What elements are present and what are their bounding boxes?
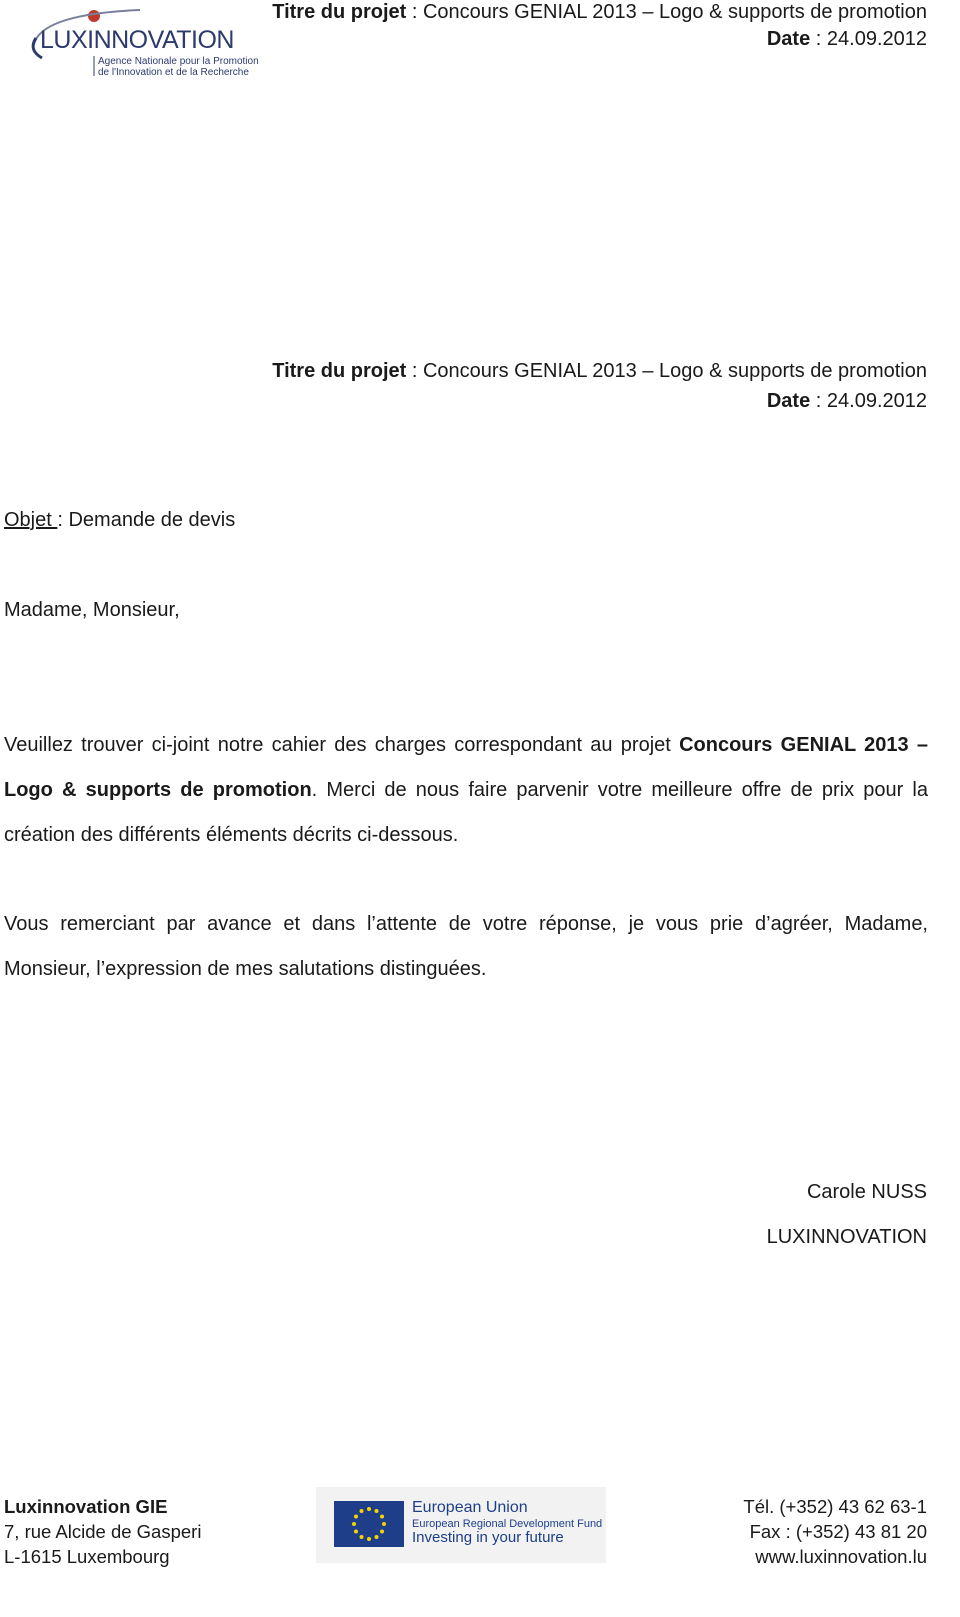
signature-name: Carole NUSS — [806, 1181, 927, 1203]
eu-title: European Union — [412, 1499, 528, 1516]
footer-address — [4, 1494, 201, 1569]
letter-date-label: Date — [766, 390, 811, 412]
p1-project-name: Concours GENIAL 2013 – Logo & supports de promotion — [4, 734, 928, 801]
header-title-value: : Concours GENIAL 2013 – Logo & supports de promotion — [406, 1, 927, 23]
subject-label: Objet — [4, 509, 58, 531]
letter-title-label: Titre du projet — [272, 360, 407, 382]
logo-subtitle-line1: Agence Nationale pour la Promotion — [98, 56, 259, 67]
footer-contact — [743, 1494, 927, 1569]
footer-city: L-1615 Luxembourg — [4, 1546, 170, 1567]
logo-wordmark: LUXINNOVATION — [40, 26, 234, 54]
header-title-label: Titre du projet — [272, 1, 407, 23]
subject-value: : Demande de devis — [57, 509, 236, 531]
header-date-line — [767, 28, 927, 51]
eu-fund: European Regional Development Fund — [412, 1518, 603, 1530]
letter-date-line — [767, 390, 927, 413]
header-title-line — [272, 1, 927, 24]
letter-subject — [4, 498, 928, 543]
p1-text-start: Veuillez trouver ci-joint notre cahier des charges correspondant au projet — [4, 734, 680, 756]
footer-tel: Tél. (+352) 43 62 63-1 — [743, 1496, 927, 1517]
letter-title-value: : Concours GENIAL 2013 – Logo & supports de promotion — [406, 360, 927, 382]
eu-slogan: Investing in your future — [412, 1529, 564, 1546]
header-date-value: : 24.09.2012 — [810, 28, 927, 50]
eu-funding-banner — [316, 1487, 606, 1563]
eu-flag-icon — [334, 1501, 404, 1547]
paragraph-closing: Vous remerciant par avance et dans l’attente de votre réponse, je vous prie d’agréer, Madame, Monsieur, l’expression de mes salutations distinguées. — [4, 913, 928, 980]
eu-stars-icon — [334, 1501, 404, 1547]
letter-date-value: : 24.09.2012 — [810, 390, 927, 412]
logo-red-dot — [88, 10, 100, 22]
paragraph-request — [4, 723, 928, 858]
header-date-label: Date — [766, 28, 811, 50]
letter-title-line — [272, 360, 927, 383]
luxinnovation-logo — [22, 4, 259, 78]
footer-fax: Fax : (+352) 43 81 20 — [749, 1521, 927, 1542]
logo-subtitle-line2: de l'Innovation et de la Recherche — [98, 67, 249, 78]
p1-text-end: . Merci de nous faire parvenir votre meilleure offre de prix pour la création des différents éléments décrits ci-dessous. — [4, 779, 928, 846]
footer-web[interactable]: www.luxinnovation.lu — [755, 1546, 927, 1567]
salutation: Madame, Monsieur, — [4, 599, 180, 621]
footer-street: 7, rue Alcide de Gasperi — [4, 1521, 202, 1542]
footer-org: Luxinnovation GIE — [4, 1496, 168, 1517]
signature-org: LUXINNOVATION — [766, 1226, 927, 1248]
